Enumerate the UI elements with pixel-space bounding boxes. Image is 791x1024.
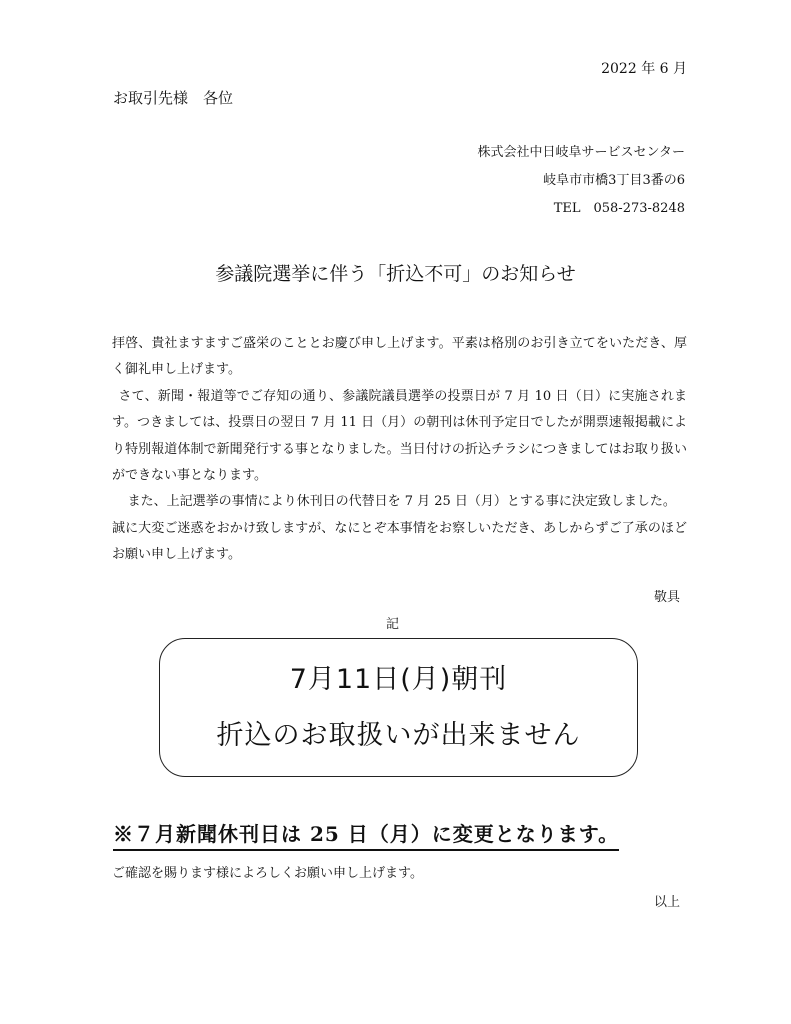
notice-box [159,638,638,777]
body-paragraph-substitute: また、上記選挙の事情により休刊日の代替日を 7 月 25 日（月）とする事に決定致しました。 [127,494,676,510]
letter-body [112,331,687,569]
closing-keigu: 敬具 [653,590,680,605]
end-marker: 以上 [653,895,680,910]
document-title: 参議院選挙に伴う「折込不可」のお知らせ [215,263,576,285]
body-paragraph-apology: 誠に大変ご迷惑をおかけ致しますが、なにとぞ本事情をお察しいただき、あしからずご了承のほどお願い申し上げます。 [112,520,687,563]
document-date: 2022 年 6 月 [601,61,687,77]
confirmation-request: ご確認を賜ります様によろしくお願い申し上げます。 [112,866,423,881]
holiday-change-notice: ※７月新聞休刊日は 25 日（月）に変更となります。 [113,818,619,851]
sender-tel: TEL 058-273-8248 [553,201,685,216]
notice-box-message: 折込のお取扱いが出来ません [216,720,581,751]
body-paragraph-greeting: 拝啓、貴社ますますご盛栄のこととお慶び申し上げます。平素は格別のお引き立てをいただき、厚く御礼申し上げます。 [112,336,687,378]
body-paragraph-election: さて、新聞・報道等でご存知の通り、参議院議員選挙の投票日が 7 月 10 日（日）に実施されます。つきましては、投票日の翌日 7 月 11 日（月）の朝刊は休刊予定日でしたが開票速報掲載により特別報道体制で新聞発行する事となりました。当日付けの折込チラシにつきましてはお取り扱いができない事となります。 [112,388,687,484]
ki-marker: 記 [386,617,400,632]
sender-address: 岐阜市市橋3丁目3番の6 [543,173,685,188]
addressee: お取引先様 各位 [113,89,234,107]
notice-box-date: 7月11日(月)朝刊 [289,664,508,695]
sender-company: 株式会社中日岐阜サービスセンター [477,145,685,160]
